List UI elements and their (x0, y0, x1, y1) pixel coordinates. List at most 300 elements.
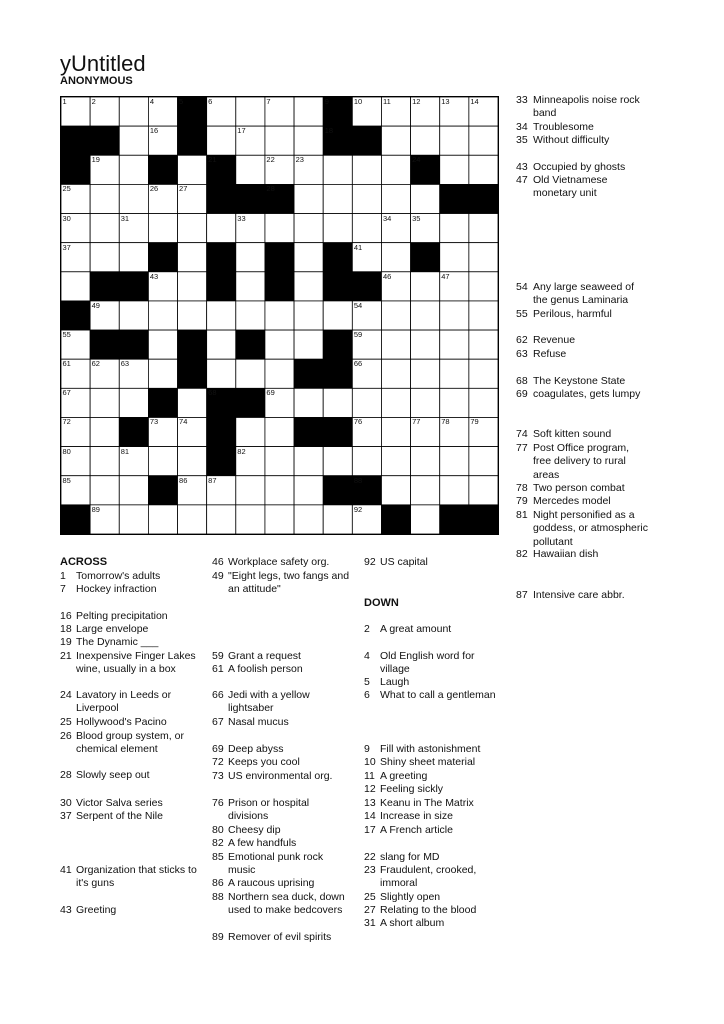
grid-cell[interactable] (119, 155, 148, 184)
across-clue[interactable] (212, 716, 352, 729)
grid-cell[interactable] (119, 243, 148, 272)
across-clue[interactable] (60, 636, 200, 649)
cell-number: 77 (412, 417, 421, 427)
grid-cell[interactable] (323, 388, 352, 417)
across-clue[interactable] (364, 556, 514, 569)
black-square (178, 126, 207, 155)
clue-number: 35 (516, 134, 528, 146)
cell-number: 1 (62, 97, 67, 106)
grid-cell[interactable] (119, 476, 148, 505)
grid-cell[interactable] (236, 301, 265, 330)
cell-number: 19 (91, 155, 100, 165)
across-clue[interactable] (212, 851, 352, 878)
grid-cell[interactable] (440, 476, 469, 505)
across-clue[interactable] (60, 623, 200, 636)
grid-cell[interactable] (469, 155, 498, 184)
grid-cell[interactable] (148, 447, 177, 476)
grid-cell[interactable] (469, 330, 498, 359)
clue-text: Hawaiian dish (533, 548, 599, 560)
across-clue[interactable] (212, 689, 352, 716)
black-square (236, 388, 265, 417)
clue-number: 7 (60, 583, 66, 595)
grid-cell[interactable] (294, 388, 323, 417)
clue-number: 13 (364, 797, 376, 809)
grid-cell[interactable] (381, 155, 410, 184)
grid-cell[interactable] (265, 447, 294, 476)
grid-cell[interactable] (265, 505, 294, 534)
down-clue[interactable] (364, 824, 504, 837)
grid-cell[interactable] (236, 97, 265, 126)
clue-text: Laugh (380, 676, 410, 688)
down-clue[interactable] (516, 94, 648, 121)
grid-cell[interactable] (178, 243, 207, 272)
across-clue[interactable] (60, 583, 200, 596)
grid-cell[interactable] (352, 214, 381, 243)
clue-number: 89 (212, 931, 224, 943)
grid-cell[interactable] (236, 155, 265, 184)
grid-cell[interactable] (381, 301, 410, 330)
clue-text: Old Vietnamese monetary unit (533, 174, 608, 200)
grid-cell[interactable] (323, 214, 352, 243)
clue-text: Serpent of the Nile (76, 810, 163, 822)
down-clue[interactable] (516, 495, 648, 508)
cell-number: 4 (149, 97, 155, 106)
grid-cell[interactable] (381, 184, 410, 213)
clue-number: 23 (364, 864, 376, 876)
black-square (207, 447, 236, 476)
grid-cell[interactable] (323, 184, 352, 213)
down-clue[interactable] (364, 743, 504, 756)
clue-text: Old English word for village (380, 650, 475, 676)
clue-number: 21 (60, 650, 72, 662)
cell-number: 80 (62, 446, 71, 456)
cell-number: 76 (353, 417, 363, 427)
down-clue[interactable] (516, 509, 648, 549)
down-clue[interactable] (516, 589, 648, 602)
clue-text: A great amount (380, 623, 452, 635)
grid-cell[interactable] (469, 126, 498, 155)
grid-cell[interactable] (294, 243, 323, 272)
grid-cell[interactable] (381, 243, 410, 272)
grid-cell[interactable] (90, 417, 119, 446)
clue-text: Hockey infraction (76, 583, 157, 595)
clue-text: Slightly open (380, 891, 441, 903)
across-clue[interactable] (60, 769, 200, 782)
grid-cell[interactable] (294, 447, 323, 476)
grid-cell[interactable] (207, 330, 236, 359)
clue-text: Prison or hospital divisions (228, 797, 310, 823)
grid-cell[interactable] (265, 214, 294, 243)
across-clue[interactable] (60, 810, 200, 823)
clue-text: A French article (380, 824, 453, 836)
grid-cell[interactable] (411, 126, 440, 155)
black-square (236, 184, 265, 213)
clue-text: Greeting (76, 904, 117, 916)
across-clue[interactable] (212, 663, 352, 676)
grid-cell[interactable] (411, 447, 440, 476)
clue-text: Inexpensive Finger Lakes wine, usually in a box (76, 650, 196, 676)
grid-cell[interactable] (148, 301, 177, 330)
grid-cell[interactable] (265, 301, 294, 330)
down-clue[interactable] (364, 623, 504, 636)
across-clue[interactable] (212, 743, 352, 756)
across-clue[interactable] (60, 864, 200, 891)
puzzle-author: ANONYMOUS (60, 75, 133, 87)
black-square (411, 243, 440, 272)
grid-cell[interactable] (469, 272, 498, 301)
grid-cell[interactable] (440, 301, 469, 330)
grid-cell[interactable] (469, 447, 498, 476)
down-clue[interactable] (364, 917, 504, 930)
black-square (178, 330, 207, 359)
black-square (61, 301, 90, 330)
down-clue[interactable] (516, 134, 648, 147)
across-clue[interactable] (212, 824, 352, 837)
cell-number: 86 (179, 475, 188, 485)
down-clue[interactable] (364, 689, 504, 702)
grid-cell[interactable] (294, 214, 323, 243)
cell-number: 10 (353, 97, 363, 106)
grid-cell[interactable] (90, 214, 119, 243)
black-square (440, 505, 469, 534)
grid-cell[interactable] (440, 155, 469, 184)
clue-number: 82 (212, 837, 224, 849)
across-clue[interactable] (212, 570, 352, 597)
grid-cell[interactable] (236, 359, 265, 388)
grid-cell[interactable] (440, 359, 469, 388)
cell-number: 11 (382, 97, 391, 106)
clue-number: 46 (212, 556, 224, 568)
black-square (61, 155, 90, 184)
cell-number: 2 (91, 97, 96, 106)
black-square (207, 272, 236, 301)
grid-cell[interactable] (352, 155, 381, 184)
grid-cell[interactable] (119, 97, 148, 126)
down-clue[interactable] (364, 797, 504, 810)
clue-number: 87 (516, 589, 528, 601)
black-square (119, 417, 148, 446)
grid-cell[interactable] (148, 330, 177, 359)
clue-number: 25 (364, 891, 376, 903)
clue-text: A few handfuls (228, 837, 297, 849)
across-clue[interactable] (212, 877, 352, 890)
black-square (119, 272, 148, 301)
down-clue[interactable] (364, 676, 504, 689)
grid-cell[interactable] (90, 476, 119, 505)
down-clue[interactable] (364, 756, 504, 769)
clue-text: Nasal mucus (228, 716, 289, 728)
cell-number: 67 (62, 388, 71, 398)
grid-cell[interactable] (265, 359, 294, 388)
across-clue[interactable] (60, 689, 200, 716)
down-clue[interactable] (516, 281, 648, 308)
black-square (119, 330, 148, 359)
grid-cell[interactable] (148, 505, 177, 534)
grid-cell[interactable] (236, 272, 265, 301)
cell-number: 25 (62, 184, 71, 194)
grid-cell[interactable] (207, 359, 236, 388)
clue-text: The Dynamic ___ (76, 636, 159, 648)
clue-text: Keanu in The Matrix (380, 797, 474, 809)
cell-number: 9 (324, 97, 329, 106)
grid-cell[interactable] (119, 126, 148, 155)
clue-number: 47 (516, 174, 528, 186)
grid-cell[interactable] (323, 505, 352, 534)
cell-number: 21 (208, 155, 217, 165)
cell-number: 59 (353, 330, 363, 340)
down-clue[interactable] (364, 891, 504, 904)
down-clue[interactable] (516, 548, 648, 561)
down-clue[interactable] (516, 334, 648, 347)
grid-cell[interactable] (440, 243, 469, 272)
down-clue[interactable] (516, 348, 648, 361)
across-clue[interactable] (60, 797, 200, 810)
grid-cell[interactable] (411, 301, 440, 330)
clue-text: Two person combat (533, 482, 625, 494)
cell-number: 16 (149, 126, 159, 136)
grid-cell[interactable] (381, 447, 410, 476)
across-clue[interactable] (212, 650, 352, 663)
across-clue[interactable] (212, 891, 352, 918)
cell-number: 43 (149, 271, 159, 281)
clue-number: 30 (60, 797, 72, 809)
down-clue[interactable] (516, 482, 648, 495)
clue-text: US environmental org. (228, 770, 333, 782)
grid-cell[interactable] (411, 272, 440, 301)
grid-cell[interactable] (411, 359, 440, 388)
grid-cell[interactable] (90, 184, 119, 213)
down-clue[interactable] (516, 308, 648, 321)
down-clue[interactable] (364, 810, 504, 823)
grid-cell[interactable] (119, 184, 148, 213)
clue-number: 81 (516, 509, 528, 521)
black-square (323, 243, 352, 272)
grid-cell[interactable] (381, 476, 410, 505)
black-square (207, 184, 236, 213)
clue-number: 85 (212, 851, 224, 863)
down-clue[interactable] (516, 428, 648, 441)
across-clue[interactable] (212, 756, 352, 769)
grid-cell[interactable] (411, 476, 440, 505)
clue-text: Keeps you cool (228, 756, 300, 768)
grid-cell[interactable] (323, 447, 352, 476)
down-clue[interactable] (364, 783, 504, 796)
across-clue[interactable] (60, 650, 200, 677)
grid-cell[interactable] (440, 330, 469, 359)
grid-cell[interactable] (236, 476, 265, 505)
grid-cell[interactable] (207, 505, 236, 534)
clue-number: 82 (516, 548, 528, 560)
cell-number: 17 (237, 126, 246, 136)
grid-cell[interactable] (90, 447, 119, 476)
grid-cell[interactable] (178, 214, 207, 243)
down-clue[interactable] (364, 770, 504, 783)
clue-text: Jedi with a yellow lightsaber (228, 689, 310, 715)
clue-number: 25 (60, 716, 72, 728)
grid-cell[interactable] (294, 476, 323, 505)
clue-number: 14 (364, 810, 376, 822)
grid-cell[interactable] (178, 272, 207, 301)
cell-number: 69 (266, 388, 275, 398)
clue-text: Troublesome (533, 121, 594, 133)
across-clue[interactable] (60, 716, 200, 729)
across-clue[interactable] (212, 931, 352, 944)
down-clue[interactable] (516, 161, 648, 174)
down-clue[interactable] (516, 442, 648, 482)
grid-cell[interactable] (207, 301, 236, 330)
grid-cell[interactable] (381, 359, 410, 388)
black-square (294, 359, 323, 388)
grid-cell[interactable] (294, 97, 323, 126)
grid-cell[interactable] (178, 388, 207, 417)
clue-number: 17 (364, 824, 376, 836)
across-clue[interactable] (212, 837, 352, 850)
grid-cell[interactable] (90, 388, 119, 417)
down-clue[interactable] (516, 388, 648, 401)
grid-cell[interactable] (207, 126, 236, 155)
grid-cell[interactable] (411, 184, 440, 213)
grid-cell[interactable] (207, 214, 236, 243)
across-clue[interactable] (212, 556, 352, 569)
grid-cell[interactable] (323, 155, 352, 184)
clue-text: Tomorrow's adults (76, 570, 161, 582)
grid-cell[interactable] (178, 301, 207, 330)
grid-cell[interactable] (236, 243, 265, 272)
cell-number: 54 (353, 300, 363, 310)
grid-cell[interactable] (411, 505, 440, 534)
crossword-grid[interactable] (60, 96, 499, 535)
grid-cell[interactable] (119, 388, 148, 417)
clue-text: A greeting (380, 770, 428, 782)
black-square (236, 330, 265, 359)
clue-number: 10 (364, 756, 376, 768)
grid-cell[interactable] (381, 330, 410, 359)
down-clue[interactable] (516, 174, 648, 201)
grid-cell[interactable] (294, 330, 323, 359)
black-square (323, 359, 352, 388)
down-clue[interactable] (364, 650, 504, 677)
clue-number: 6 (364, 689, 370, 701)
grid-cell[interactable] (411, 388, 440, 417)
grid-cell[interactable] (119, 505, 148, 534)
cell-number: 78 (441, 417, 450, 427)
clue-number: 1 (60, 570, 66, 582)
down-clue[interactable] (364, 851, 504, 864)
down-clue[interactable] (516, 121, 648, 134)
clue-text: Hollywood's Pacino (76, 716, 167, 728)
grid-cell[interactable] (178, 155, 207, 184)
cell-number: 31 (120, 213, 130, 223)
grid-cell[interactable] (294, 301, 323, 330)
cell-number: 27 (179, 184, 188, 194)
grid-cell[interactable] (236, 505, 265, 534)
clue-number: 28 (60, 769, 72, 781)
grid-cell[interactable] (469, 388, 498, 417)
grid-cell[interactable] (469, 476, 498, 505)
cell-number: 61 (62, 359, 71, 369)
grid-cell[interactable] (440, 214, 469, 243)
across-clue[interactable] (212, 770, 352, 783)
grid-cell[interactable] (323, 301, 352, 330)
grid-cell[interactable] (294, 272, 323, 301)
grid-cell[interactable] (265, 330, 294, 359)
cell-number: 68 (208, 388, 217, 398)
grid-cell[interactable] (265, 417, 294, 446)
grid-cell[interactable] (469, 359, 498, 388)
across-clue[interactable] (60, 570, 200, 583)
clue-number: 63 (516, 348, 528, 360)
down-clue[interactable] (364, 864, 504, 891)
clue-text: Minneapolis noise rock band (533, 94, 640, 120)
grid-cell[interactable] (178, 447, 207, 476)
cell-number: 26 (149, 184, 159, 194)
clue-text: Blood group system, or chemical element (76, 730, 184, 756)
grid-cell[interactable] (236, 417, 265, 446)
clue-text: Workplace safety org. (228, 556, 330, 568)
clue-text: Grant a request (228, 650, 301, 662)
grid-cell[interactable] (411, 330, 440, 359)
grid-cell[interactable] (265, 126, 294, 155)
clue-number: 19 (60, 636, 72, 648)
grid-cell[interactable] (440, 447, 469, 476)
clue-number: 92 (364, 556, 376, 568)
across-clue[interactable] (60, 730, 200, 757)
cell-number: 73 (149, 417, 159, 427)
black-square (90, 126, 119, 155)
grid-cell[interactable] (148, 359, 177, 388)
across-clue[interactable] (212, 797, 352, 824)
grid-cell[interactable] (148, 214, 177, 243)
grid-cell[interactable] (381, 126, 410, 155)
grid-cell[interactable] (294, 505, 323, 534)
clue-number: 79 (516, 495, 528, 507)
grid-cell[interactable] (440, 388, 469, 417)
clue-number: 68 (516, 375, 528, 387)
grid-cell[interactable] (381, 388, 410, 417)
black-square (148, 388, 177, 417)
grid-cell[interactable] (469, 214, 498, 243)
grid-cell[interactable] (61, 272, 90, 301)
grid-cell[interactable] (352, 388, 381, 417)
grid-cell[interactable] (352, 447, 381, 476)
down-clue[interactable] (364, 904, 504, 917)
cell-number: 13 (441, 97, 450, 106)
clue-text: Intensive care abbr. (533, 589, 625, 601)
across-clue[interactable] (60, 904, 200, 917)
grid-cell[interactable] (119, 301, 148, 330)
clue-text: A short album (380, 917, 445, 929)
down-clue[interactable] (516, 375, 648, 388)
grid-cell[interactable] (469, 301, 498, 330)
grid-cell[interactable] (294, 126, 323, 155)
grid-cell[interactable] (90, 243, 119, 272)
grid-cell[interactable] (294, 184, 323, 213)
grid-cell[interactable] (381, 417, 410, 446)
grid-cell[interactable] (265, 476, 294, 505)
puzzle-title: yUntitled (60, 51, 146, 76)
clue-text: Revenue (533, 334, 576, 346)
black-square (148, 155, 177, 184)
grid-cell[interactable] (178, 505, 207, 534)
cell-number: 34 (382, 213, 392, 223)
clue-number: 78 (516, 482, 528, 494)
cell-number: 49 (91, 300, 100, 310)
across-clue[interactable] (60, 610, 200, 623)
grid-cell[interactable] (352, 184, 381, 213)
grid-cell[interactable] (469, 243, 498, 272)
grid-cell[interactable] (440, 126, 469, 155)
cell-number: 47 (441, 271, 450, 281)
